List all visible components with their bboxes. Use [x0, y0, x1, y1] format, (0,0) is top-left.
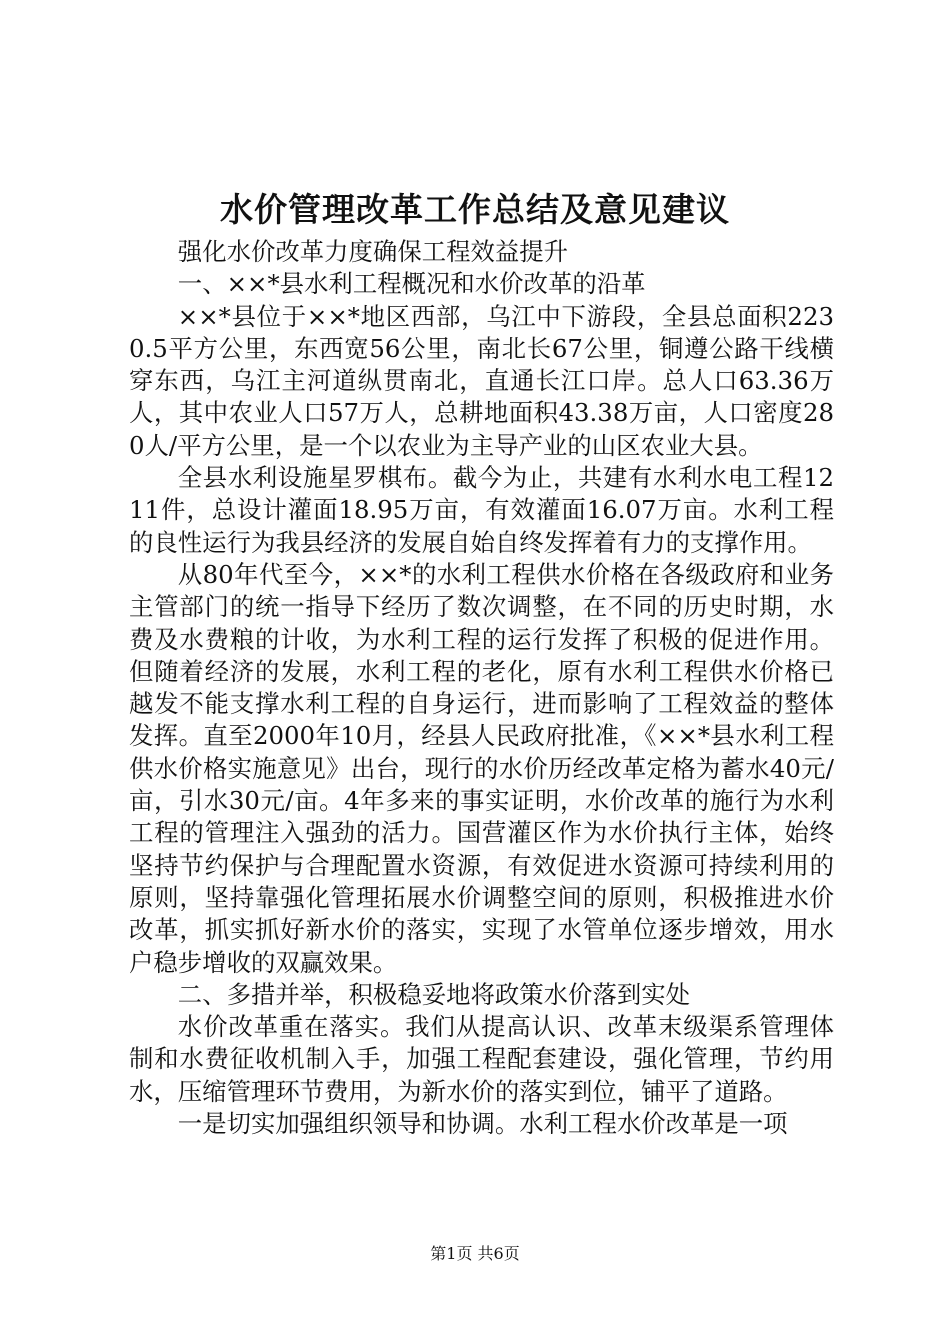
body-paragraph: 水价改革重在落实。我们从提高认识、改革末级渠系管理体制和水费征收机制入手，加强工程配套建设，强化管理，节约用水，压缩管理环节费用，为新水价的落实到位，铺平了道路。 [129, 1012, 834, 1106]
document-title: 水价管理改革工作总结及意见建议 [220, 190, 730, 229]
page-footer: 第1页 共6页 [430, 1244, 520, 1263]
body-paragraph: 全县水利设施星罗棋布。截今为止，共建有水利水电工程1211件，总设计灌面18.95万亩，有效灌面16.07万亩。水利工程的良性运行为我县经济的发展自始自终发挥着有力的支撑作用。 [129, 463, 834, 557]
section-heading-2: 二、多措并举，积极稳妥地将政策水价落到实处 [177, 979, 691, 1009]
body-paragraph: ××*县位于××*地区西部，乌江中下游段，全县总面积2230.5平方公里，东西宽56公里，南北长67公里，铜遵公路干线横穿东西，乌江主河道纵贯南北，直通长江口岸。总人口63.36万人，其中农业人口57万人，总耕地面积43.38万亩，人口密度280人/平方公里，是一个以农业为主导产业的山区农业大县。 [129, 301, 834, 460]
body-paragraph: 从80年代至今，××*的水利工程供水价格在各级政府和业务主管部门的统一指导下经历了数次调整，在不同的历史时期，水费及水费粮的计收，为水利工程的运行发挥了积极的促进作用。但随着经济的发展，水利工程的老化，原有水利工程供水价格已越发不能支撑水利工程的自身运行，进而影响了工程效益的整体发挥。直至2000年10月，经县人民政府批准，《××*县水利工程供水价格实施意见》出台，现行的水价历经改革定格为蓄水40元/亩，引水30元/亩。4年多来的事实证明，水价改革的施行为水利工程的管理注入强劲的活力。国营灌区作为水价执行主体，始终坚持节约保护与合理配置水资源，有效促进水资源可持续利用的原则，坚持靠强化管理拓展水价调整空间的原则，积极推进水价改革，抓实抓好新水价的落实，实现了水管单位逐步增效，用水户稳步增收的双赢效果。 [129, 559, 834, 977]
body-paragraph: 一是切实加强组织领导和协调。水利工程水价改革是一项 [177, 1109, 788, 1139]
document-body [129, 236, 834, 1140]
section-heading-1: 一、××*县水利工程概况和水价改革的沿革 [177, 269, 646, 299]
subtitle-paragraph: 强化水价改革力度确保工程效益提升 [177, 237, 569, 266]
